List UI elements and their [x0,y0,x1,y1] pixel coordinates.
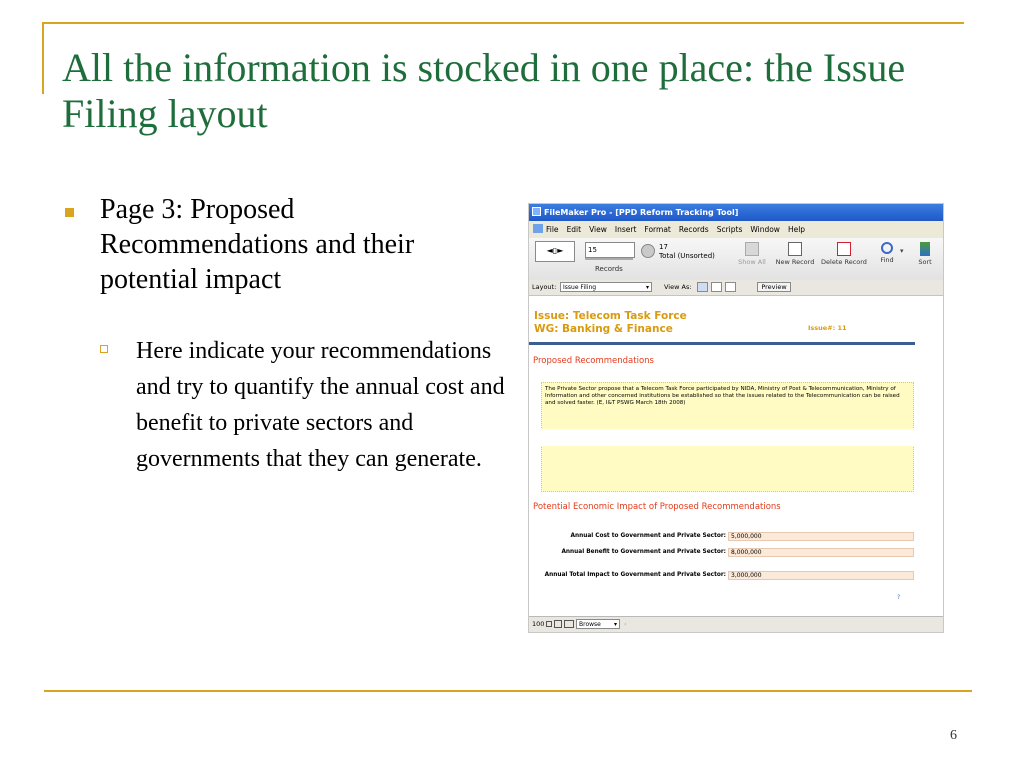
show-all-button[interactable] [735,242,769,278]
mode-select-value: Browse [579,621,601,628]
book-icon: ▯ [552,246,558,255]
records-label: Records [595,265,623,273]
new-record-icon [788,242,802,256]
annual-cost-label: Annual Cost to Government and Private Sector: [570,533,726,539]
menu-records[interactable]: Records [678,225,709,234]
sort-icon [920,242,930,256]
zoom-in-icon[interactable] [554,620,562,628]
proposed-recommendations-header: Proposed Recommendations [533,356,654,366]
total-impact-label: Annual Total Impact to Government and Private Sector: [544,572,726,578]
found-set-pie-icon [641,244,655,258]
fm-layout-content [529,296,915,616]
next-record-icon[interactable]: ► [557,246,564,255]
record-slider[interactable] [585,258,633,260]
title-accent-line [42,22,44,94]
delete-record-button[interactable] [819,242,869,278]
scroll-left-icon[interactable]: ‹ [624,620,627,628]
menu-format[interactable]: Format [644,225,671,234]
menu-view[interactable]: View [589,225,607,234]
chevron-down-icon: ▾ [645,284,649,291]
bullet-level-2: Here indicate your recommendations and try to quantify the annual cost and benefit to private sectors and governments that they can generate. [136,338,505,472]
layout-select-value: Issue Filing [563,284,597,291]
show-all-label: Show All [738,258,766,266]
fm-layout-bar [529,280,943,296]
bottom-divider-line [44,690,972,692]
zoom-level[interactable]: 100 [532,620,545,628]
fm-status-bar [529,616,943,632]
total-impact-field[interactable]: 3,000,000 [728,571,914,580]
top-divider-line [44,22,964,24]
preview-button[interactable]: Preview [757,282,791,292]
bullet-square-icon [65,208,74,217]
annual-cost-field[interactable]: 5,000,000 [728,532,914,541]
layout-label: Layout: [532,283,557,291]
economic-impact-header: Potential Economic Impact of Proposed Recommendations [533,502,781,512]
view-as-label: View As: [664,283,692,291]
slide-title: All the information is stocked in one place: the Issue Filing layout [62,45,906,136]
annual-benefit-label: Annual Benefit to Government and Private Sector: [561,549,726,555]
filemaker-screenshot [529,204,943,632]
record-navigation-book[interactable] [535,241,575,262]
found-status: Total (Unsorted) [659,252,715,260]
fm-window-title: FileMaker Pro - [PPD Reform Tracking Tool] [544,208,739,217]
mode-select[interactable] [576,619,620,629]
zoom-out-icon[interactable] [546,621,552,627]
new-record-label: New Record [775,258,815,266]
record-number-input[interactable]: 15 [585,242,635,258]
fm-status-toolbar [529,238,943,281]
section-divider [529,342,915,345]
issue-number: Issue#: 11 [808,324,847,332]
found-count: 17 [659,243,668,251]
menu-scripts[interactable]: Scripts [716,225,743,234]
view-table-button[interactable] [725,282,736,292]
menu-edit[interactable]: Edit [566,225,582,234]
wg-title: WG: Banking & Finance [534,323,673,335]
find-button[interactable] [875,242,899,278]
issue-title: Issue: Telecom Task Force [534,310,687,322]
help-icon[interactable]: ? [897,594,901,601]
view-form-button[interactable] [697,282,708,292]
find-dropdown-arrow-icon[interactable]: ▾ [900,247,904,255]
hollow-square-bullet-icon [100,345,108,353]
new-record-button[interactable] [773,242,817,278]
show-all-icon [745,242,759,256]
annual-benefit-field[interactable]: 8,000,000 [728,548,914,557]
page-number: 6 [950,728,957,743]
recommendation-text: The Private Sector propose that a Telecom Task Force participated by NIDA, Ministry of Post & Telecommunication, Ministry of Information and other concerned institutions be established so that the issues related to the Telecommunication can be raised and solved faster. (E, I&T PSWG March 18th 2008) [545,386,900,407]
find-label: Find [880,256,894,264]
chevron-down-icon: ▾ [613,621,617,628]
view-list-button[interactable] [711,282,722,292]
status-toolbar-toggle-icon[interactable] [564,620,574,628]
menu-file[interactable]: File [546,225,559,234]
bullet-level-1: Page 3: Proposed Recommendations and their potential impact [100,194,415,295]
menu-window[interactable]: Window [750,225,780,234]
layout-select[interactable] [560,282,652,292]
sort-label: Sort [918,258,932,266]
delete-record-label: Delete Record [821,258,867,266]
menu-help[interactable]: Help [787,225,806,234]
fm-title-bar [529,204,943,221]
magnifier-icon [881,242,893,254]
sort-button[interactable] [913,242,937,278]
fm-menu-bar [529,221,943,238]
doc-icon [533,224,543,233]
prev-record-icon[interactable]: ◄ [546,246,553,255]
filemaker-app-icon [532,207,541,216]
menu-insert[interactable]: Insert [614,225,637,234]
delete-record-icon [837,242,851,256]
found-set-info [659,243,715,261]
screenshot-crop-band [529,429,915,446]
